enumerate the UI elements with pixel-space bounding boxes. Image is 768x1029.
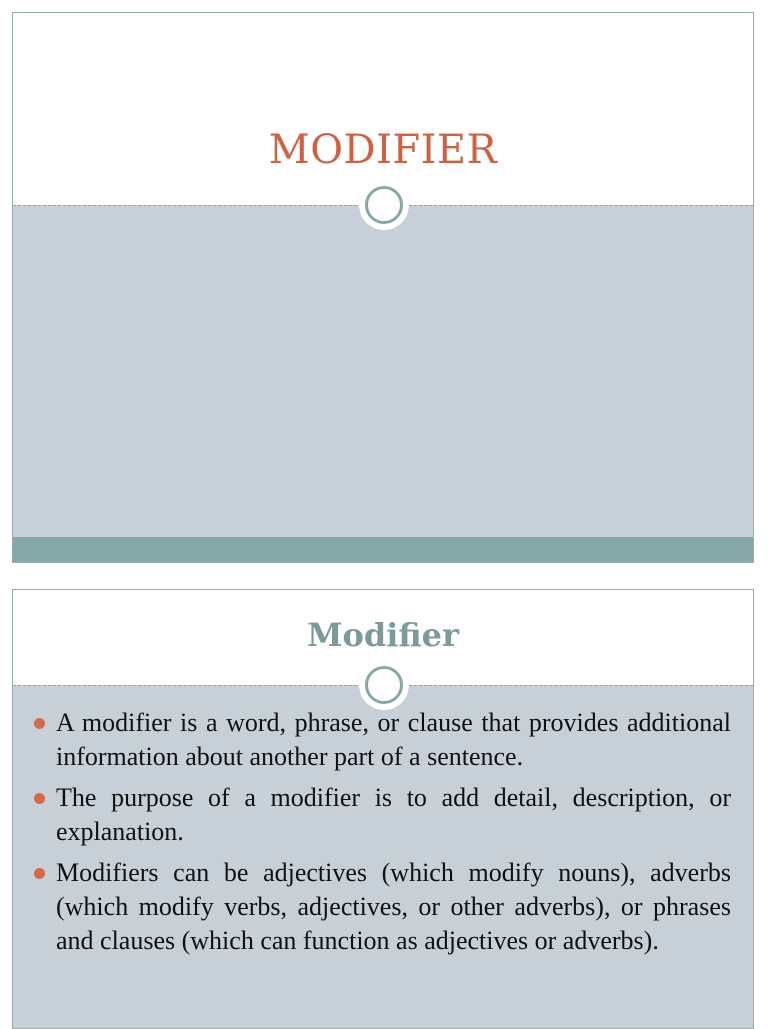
bullet-text: A modifier is a word, phrase, or clause that provides additional information about another part of a sentence.: [56, 708, 731, 771]
title-slide: [12, 12, 754, 563]
divider-ring-icon: [359, 180, 409, 230]
slide-title: MODIFIER: [268, 127, 498, 173]
title-area: [13, 13, 753, 205]
bullet-text: Modifiers can be adjectives (which modify nouns), adverbs (which modify verbs, adjectives, or other adverbs), or phrases and clauses (which can function as adjectives or adverbs).: [56, 858, 731, 955]
bullet-text: The purpose of a modifier is to add detail, description, or explanation.: [56, 783, 731, 846]
bullet-item: [56, 781, 731, 849]
bullet-list: [13, 706, 753, 965]
footer-band: [13, 537, 753, 563]
bullet-item: [56, 706, 731, 774]
bullet-dot-icon: [34, 793, 45, 804]
ring-circle: [365, 666, 403, 704]
slide-heading: Modifier: [307, 616, 459, 654]
ring-circle: [365, 186, 403, 224]
bullet-dot-icon: [34, 718, 45, 729]
content-slide: [12, 589, 754, 1029]
divider-ring-icon: [359, 660, 409, 710]
bullet-item: [56, 856, 731, 958]
bullet-dot-icon: [34, 868, 45, 879]
